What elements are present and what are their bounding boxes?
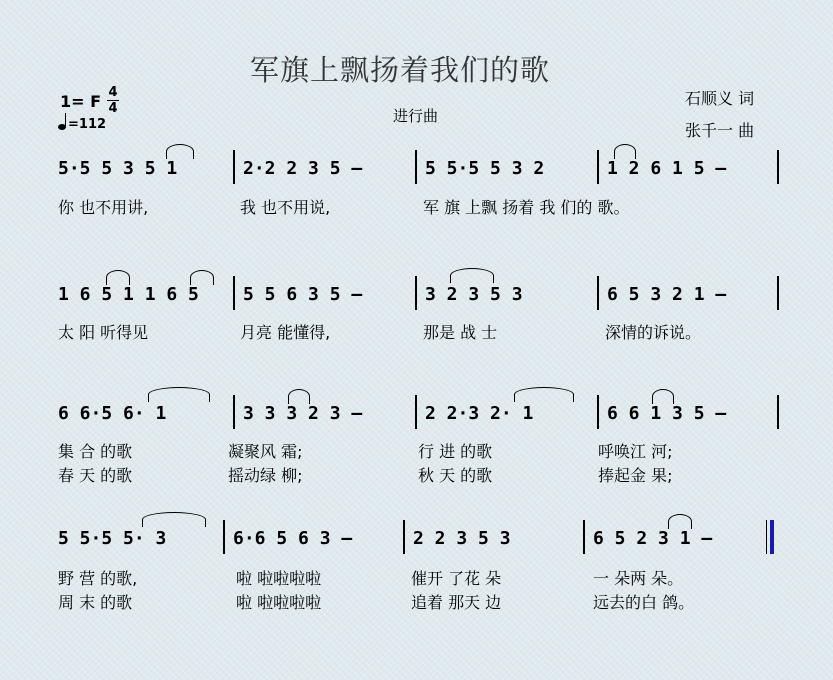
barline bbox=[777, 150, 779, 184]
lyric-measure: 我 也不用说, bbox=[240, 198, 331, 217]
measure: 5·5 5 3 5 1 bbox=[58, 158, 178, 179]
barline bbox=[233, 150, 235, 184]
tie-slur bbox=[142, 512, 206, 527]
lyric-measure: 一 朵两 朵。 bbox=[593, 569, 684, 588]
tie-slur bbox=[166, 144, 194, 159]
tie-slur bbox=[614, 144, 636, 159]
lyric-measure: 啦 啦啦啦啦 bbox=[236, 569, 322, 588]
notation-row-4 bbox=[58, 528, 788, 556]
measure: 3 2 3 5 3 bbox=[425, 284, 523, 305]
final-barline bbox=[766, 520, 775, 554]
time-signature-top: 4 bbox=[108, 85, 118, 100]
lyric-measure: 凝聚风 霜; bbox=[228, 442, 303, 461]
measure: 6 6 1 3 5 – bbox=[607, 403, 727, 424]
barline bbox=[233, 395, 235, 429]
lyric-measure: 你 也不用讲, bbox=[58, 198, 149, 217]
measure: 2 2·3 2· 1 bbox=[425, 403, 534, 424]
tempo-value: =112 bbox=[68, 117, 107, 132]
barline bbox=[597, 276, 599, 310]
time-signature-bottom: 4 bbox=[108, 101, 118, 116]
lyric-measure: 行 进 的歌 bbox=[418, 442, 493, 461]
tie-slur bbox=[652, 389, 674, 404]
lyric-measure: 追着 那天 边 bbox=[411, 593, 502, 612]
lyricist-credit: 石顺义 词 bbox=[685, 89, 755, 108]
lyric-measure: 月亮 能懂得, bbox=[240, 323, 331, 342]
composer-credit: 张千一 曲 bbox=[685, 121, 755, 140]
barline bbox=[777, 276, 779, 310]
tie-slur bbox=[288, 389, 310, 404]
tie-slur bbox=[148, 387, 210, 402]
barline bbox=[415, 395, 417, 429]
barline bbox=[403, 520, 405, 554]
tie-slur bbox=[514, 387, 574, 402]
barline bbox=[583, 520, 585, 554]
measure: 1 2 6 1 5 – bbox=[607, 158, 727, 179]
measure: 6 5 3 2 1 – bbox=[607, 284, 727, 305]
lyric-measure: 远去的白 鸽。 bbox=[593, 593, 695, 612]
lyric-measure: 呼唤江 河; bbox=[598, 442, 673, 461]
measure: 1 6 5 1 1 6 5 bbox=[58, 284, 199, 305]
measure: 5 5·5 5 3 2 bbox=[425, 158, 545, 179]
measure: 6 6·5 6· 1 bbox=[58, 403, 167, 424]
lyric-measure: 军 旗 上飘 扬着 我 们的 歌。 bbox=[423, 198, 630, 217]
key-signature: 1= F bbox=[60, 92, 102, 111]
barline bbox=[597, 150, 599, 184]
lyric-measure: 催开 了花 朵 bbox=[411, 569, 502, 588]
notation-row-3 bbox=[58, 403, 788, 431]
lyric-measure: 捧起金 果; bbox=[598, 466, 673, 485]
lyric-measure: 太 阳 听得见 bbox=[58, 323, 149, 342]
tie-slur bbox=[190, 270, 214, 285]
tie-slur bbox=[450, 268, 494, 283]
tie-slur bbox=[668, 514, 692, 529]
lyric-measure: 春 天 的歌 bbox=[58, 466, 133, 485]
measure: 6 5 2 3 1 – bbox=[593, 528, 713, 549]
lyric-measure: 摇动绿 柳; bbox=[228, 466, 303, 485]
lyric-measure: 集 合 的歌 bbox=[58, 442, 133, 461]
lyric-measure: 秋 天 的歌 bbox=[418, 466, 493, 485]
barline bbox=[777, 395, 779, 429]
lyric-measure: 那是 战 士 bbox=[423, 323, 498, 342]
tempo-marking bbox=[58, 117, 106, 132]
lyric-measure: 深情的诉说。 bbox=[605, 323, 702, 342]
time-signature bbox=[107, 86, 119, 115]
quarter-note-icon bbox=[58, 124, 66, 130]
notation-row-2 bbox=[58, 284, 788, 312]
barline bbox=[415, 276, 417, 310]
barline bbox=[223, 520, 225, 554]
measure: 3 3 3 2 3 – bbox=[243, 403, 363, 424]
style-marking: 进行曲 bbox=[393, 107, 439, 125]
lyric-measure: 啦 啦啦啦啦 bbox=[236, 593, 322, 612]
measure: 5 5 6 3 5 – bbox=[243, 284, 363, 305]
measure: 2·2 2 3 5 – bbox=[243, 158, 363, 179]
notation-row-1 bbox=[58, 158, 788, 186]
measure: 2 2 3 5 3 bbox=[413, 528, 511, 549]
tie-slur bbox=[106, 270, 130, 285]
barline bbox=[597, 395, 599, 429]
song-title: 军旗上飘扬着我们的歌 bbox=[250, 53, 551, 87]
barline bbox=[233, 276, 235, 310]
lyric-measure: 野 营 的歌, bbox=[58, 569, 138, 588]
measure: 6·6 5 6 3 – bbox=[233, 528, 353, 549]
lyric-measure: 周 末 的歌 bbox=[58, 593, 133, 612]
barline bbox=[415, 150, 417, 184]
measure: 5 5·5 5· 3 bbox=[58, 528, 167, 549]
